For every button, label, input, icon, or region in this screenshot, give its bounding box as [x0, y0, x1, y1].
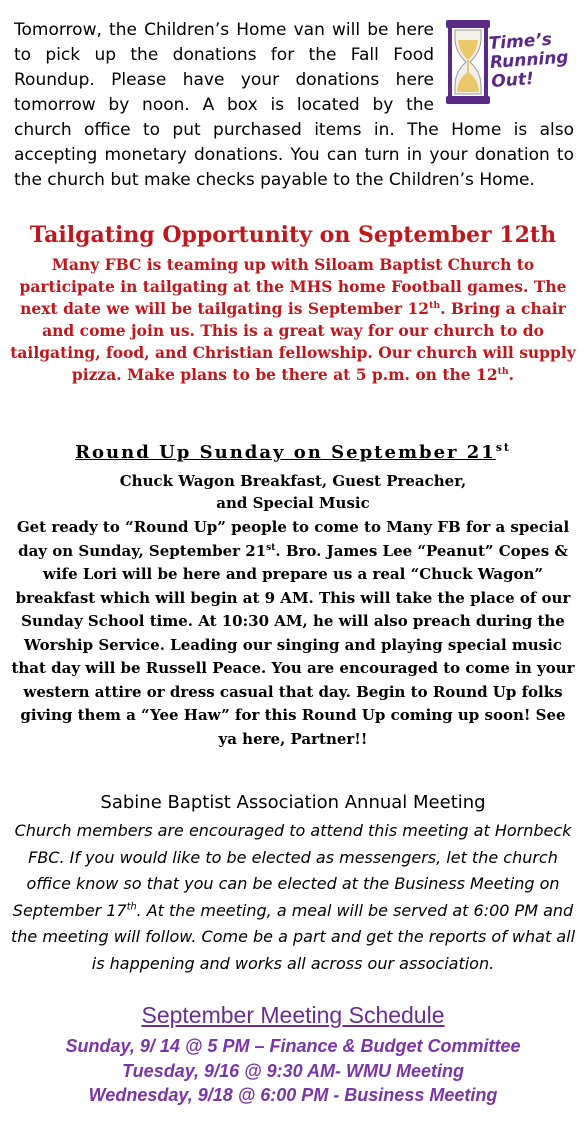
roundup-body-sup: st — [266, 542, 276, 553]
sabine-title: Sabine Baptist Association Annual Meeting — [100, 792, 486, 813]
roundup-body — [10, 516, 576, 751]
roundup-subtitle-line1: Chuck Wagon Breakfast, Guest Preacher, — [119, 472, 467, 490]
tailgating-body — [10, 254, 576, 386]
roundup-body-part2: . Bro. James Lee “Peanut” Copes & wife Lori will be here and prepare us a real “Chuck Wagon” breakfast which will begin at 9 AM. This will take the place of our Sunday School time. At 10:30 AM, he will also preach during the Worship Service. Leading our singing and playing special music that day will be Russell Peace. You are encouraged to come in your western attire or dress casual that day. Begin to Round Up folks giving them a “Yee Haw” for this Round Up coming up soon! See ya here, Partner!! — [11, 541, 575, 748]
intro-text: Tomorrow, the Children’s Home van will be here to pick up the donations for the Fall Food Roundup. Please have your donations here tomorrow by noon. A box is located by the church office to put purchased items in. The Home is also accepting monetary donations. You can turn in your donation to the church but make checks payable to the Children’s Home. — [14, 20, 574, 190]
schedule-item: Tuesday, 9/16 @ 9:30 AM- WMU Meeting — [122, 1060, 464, 1081]
tailgating-sup2: th — [497, 365, 509, 377]
sabine-body — [10, 818, 576, 977]
sabine-body-sup: th — [126, 901, 137, 913]
schedule-title: September Meeting Schedule — [141, 1002, 445, 1028]
times-running-out-logo — [444, 18, 574, 108]
roundup-title-text: Round Up Sunday on September 21 — [75, 442, 496, 463]
tailgating-body-part1: Many FBC is teaming up with Siloam Baptist Church to participate in tailgating at the MHS home Football games. The next date we will be tailgating is September 12 — [19, 255, 567, 318]
logo-text — [488, 29, 578, 92]
schedule-item: Wednesday, 9/18 @ 6:00 PM - Business Meeting — [88, 1085, 498, 1105]
roundup-title — [0, 442, 586, 463]
logo-line3: Out! — [490, 69, 535, 92]
roundup-body-part1: Get ready to “Round Up” people to come to Many FB for a special day on Sunday, September 21 — [16, 518, 570, 560]
logo-line1: Time’s — [488, 29, 553, 55]
logo-line2: Running — [489, 47, 570, 73]
roundup-subtitle-line2: and Special Music — [216, 494, 370, 512]
tailgating-title: Tailgating Opportunity on September 12th — [29, 222, 557, 248]
tailgating-sup1: th — [429, 299, 441, 311]
schedule-item: Sunday, 9/ 14 @ 5 PM – Finance & Budget Committee — [65, 1036, 521, 1056]
schedule-list — [0, 1034, 586, 1108]
roundup-subtitle — [0, 470, 586, 514]
sabine-body-part2: . At the meeting, a meal will be served at 6:00 PM and the meeting will follow. Come be a part and get the reports of what all is happening and works all across our association. — [10, 900, 576, 973]
sabine-body-part1: Church members are encouraged to attend this meeting at Hornbeck FBC. If you would like to be elected as messengers, let the church office know so that you can be elected at the Business Meeting on September 17 — [12, 821, 572, 920]
intro-section — [14, 18, 574, 193]
tailgating-body-part2: . Bring a chair and come join us. This is a great way for our church to do tailgating, food, and Christian fellowship. Our church will supply pizza. Make plans to be there at 5 p.m. on the 12 — [10, 299, 576, 384]
tailgating-body-part3: . — [508, 365, 515, 384]
roundup-title-sup: st — [495, 441, 511, 454]
hourglass-icon — [444, 18, 494, 106]
